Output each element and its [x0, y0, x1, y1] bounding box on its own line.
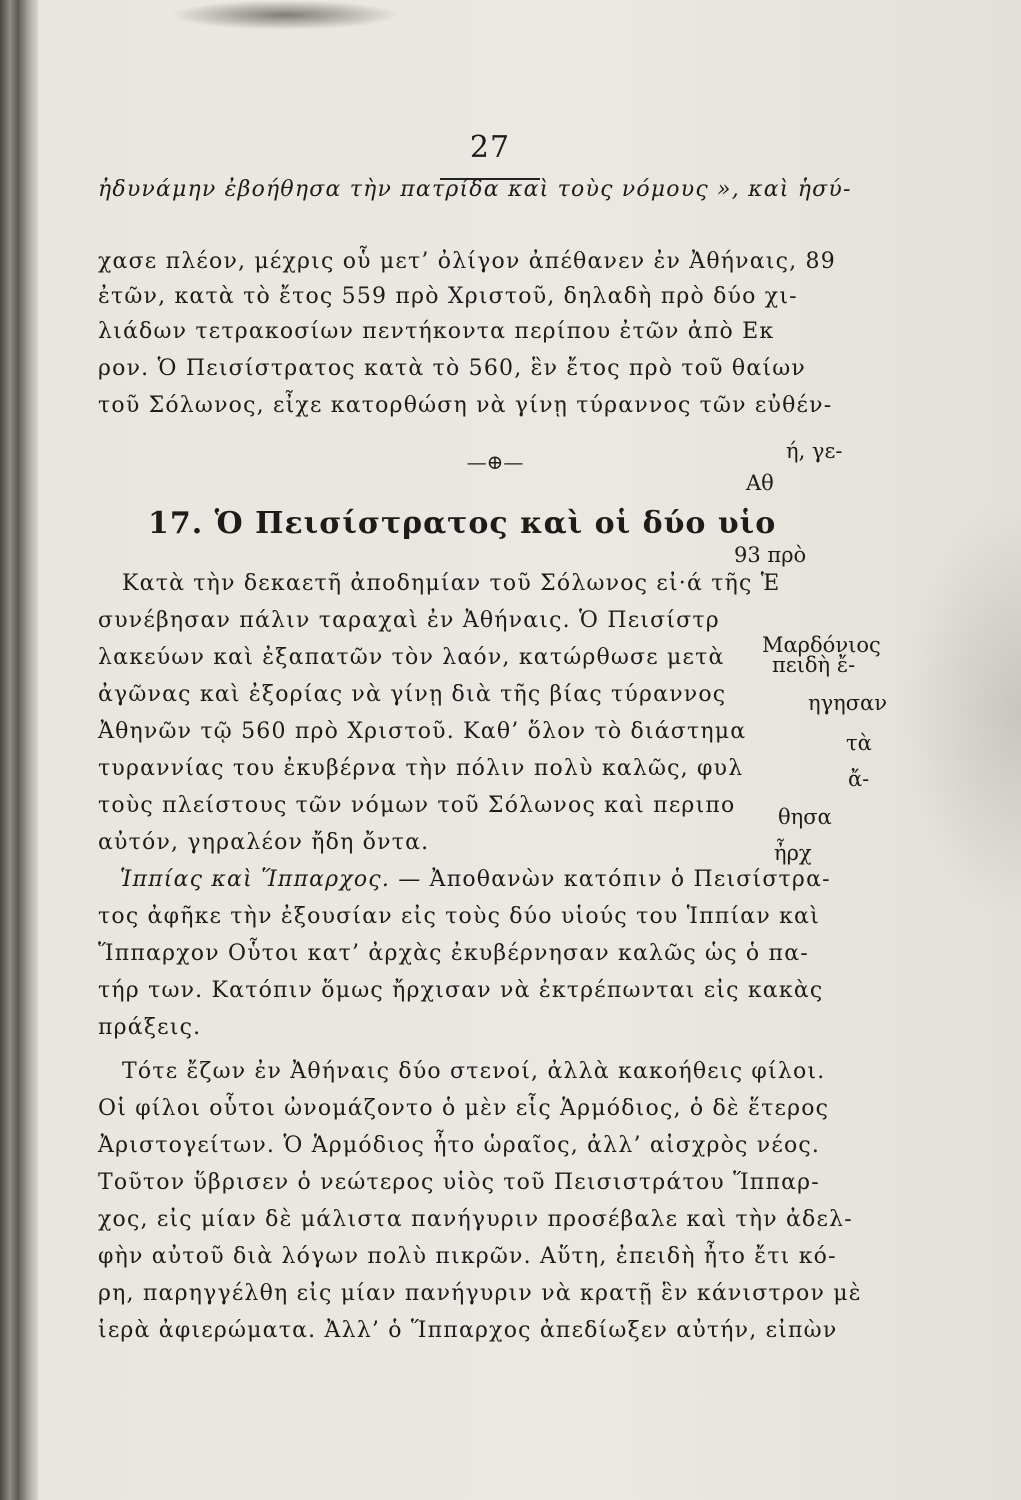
- text-line: ἠδυνάμην ἐβοήθησα τὴν πατρίδα καὶ τοὺς νόμους », καὶ ἡσύ-: [98, 177, 852, 202]
- text-line: ρον. Ὁ Πεισίστρατος κατὰ τὸ 560, ἓν ἔτος πρὸ τοῦ θαίων: [98, 356, 806, 381]
- text-line: ρη, παρηγγέλθη εἰς μίαν πανήγυριν νὰ κρατῇ ἓν κάνιστρον μὲ: [98, 1281, 862, 1306]
- text-line: τοῦ Σόλωνος, εἶχε κατορθώση νὰ γίνῃ τύραννος τῶν εὐθέν-: [98, 393, 833, 418]
- text-line: Τότε ἔζων ἐν Ἀθήναις δύο στενοί, ἀλλὰ κακοήθεις φίλοι.: [122, 1059, 826, 1084]
- text-line: τος ἀφῆκε τὴν ἐξουσίαν εἰς τοὺς δύο υἱούς του Ἱππίαν καὶ: [98, 904, 820, 929]
- text-line: πράξεις.: [98, 1015, 202, 1040]
- subheading-rest: — Ἀποθανὼν κατόπιν ὁ Πεισίστρα-: [390, 867, 831, 892]
- top-stain: [170, 0, 400, 30]
- margin-fragment: πειδὴ ἔ-: [772, 653, 856, 677]
- section-ornament: —⊕—: [466, 450, 524, 474]
- right-stain: [900, 500, 1021, 920]
- text-line: τυραννίας του ἐκυβέρνα τὴν πόλιν πολὺ καλῶς, φυλ: [98, 756, 744, 781]
- text-line: ἱερὰ ἀφιερώματα. Ἀλλ’ ὁ Ἵππαρχος ἀπεδίωξεν αὐτήν, εἰπὼν: [98, 1318, 838, 1343]
- text-line: ἀγῶνας καὶ ἐξορίας νὰ γίνῃ διὰ τῆς βίας τύραννος: [98, 682, 727, 707]
- text-line: λακεύων καὶ ἐξαπατῶν τὸν λαόν, κατώρθωσε μετὰ: [98, 645, 725, 670]
- text-line: τήρ των. Κατόπιν ὅμως ἤρχισαν νὰ ἐκτρέπωνται εἰς κακὰς: [98, 978, 824, 1003]
- margin-fragment: ἦρχ: [774, 841, 812, 865]
- text-line: λιάδων τετρακοσίων πεντήκοντα περίπου ἐτῶν ἀπὸ Εκ: [98, 319, 775, 344]
- section-heading: 17. Ὁ Πεισίστρατος καὶ οἱ δύο υἱο: [148, 506, 777, 541]
- text-line: αὐτόν, γηραλέον ἤδη ὄντα.: [98, 830, 430, 855]
- margin-fragment: Αθ: [746, 471, 774, 495]
- text-line: ἐτῶν, κατὰ τὸ ἔτος 559 πρὸ Χριστοῦ, δηλαδὴ πρὸ δύο χι-: [98, 284, 798, 309]
- page-number: 27: [469, 130, 511, 165]
- margin-fragment: ή, γε-: [786, 439, 843, 463]
- text-line: χος, εἰς μίαν δὲ μάλιστα πανήγυριν προσέβαλε καὶ τὴν ἀδελ-: [98, 1207, 853, 1232]
- text-line: χασε πλέον, μέχρις οὗ μετ’ ὀλίγον ἀπέθανεν ἐν Ἀθήναις, 89: [98, 249, 836, 274]
- margin-fragment: θησα: [778, 805, 832, 829]
- subheading-italic: Ἱππίας καὶ Ἵππαρχος.: [120, 867, 391, 892]
- margin-fragment: Μαρδόνιος: [762, 633, 881, 657]
- binding-gutter: [0, 0, 38, 1500]
- text-line: Οἱ φίλοι οὗτοι ὠνομάζοντο ὁ μὲν εἷς Ἁρμόδιος, ὁ δὲ ἕτερος: [98, 1096, 830, 1121]
- margin-fragment: ηγησαν: [808, 691, 887, 715]
- margin-fragment: τὰ: [846, 731, 872, 755]
- margin-fragment: ἄ-: [848, 767, 870, 791]
- margin-fragment: 93 πρὸ: [734, 543, 807, 567]
- text-line: Ἵππαρχον Οὗτοι κατ’ ἀρχὰς ἐκυβέρνησαν καλῶς ὡς ὁ πα-: [98, 941, 809, 966]
- text-line: τοὺς πλείστους τῶν νόμων τοῦ Σόλωνος καὶ περιπο: [98, 793, 736, 818]
- text-line: Τοῦτον ὕβρισεν ὁ νεώτερος υἱὸς τοῦ Πεισιστράτου Ἵππαρ-: [98, 1170, 820, 1195]
- subheading-line: [120, 863, 831, 897]
- text-line: φὴν αὐτοῦ διὰ λόγων πολὺ πικρῶν. Αὕτη, ἐπειδὴ ἦτο ἔτι κό-: [98, 1244, 837, 1269]
- text-line: Κατὰ τὴν δεκαετῆ ἀποδημίαν τοῦ Σόλωνος εἰ·ά τῆς Ἑ: [122, 571, 781, 596]
- text-line: συνέβησαν πάλιν ταραχαὶ ἐν Ἀθήναις. Ὁ Πεισίστρ: [98, 608, 720, 633]
- text-line: Ἀθηνῶν τῷ 560 πρὸ Χριστοῦ. Καθ’ ὅλον τὸ διάστημα: [98, 719, 747, 744]
- text-line: Ἀριστογείτων. Ὁ Ἁρμόδιος ἦτο ὡραῖος, ἀλλ’ αἰσχρὸς νέος.: [98, 1133, 821, 1158]
